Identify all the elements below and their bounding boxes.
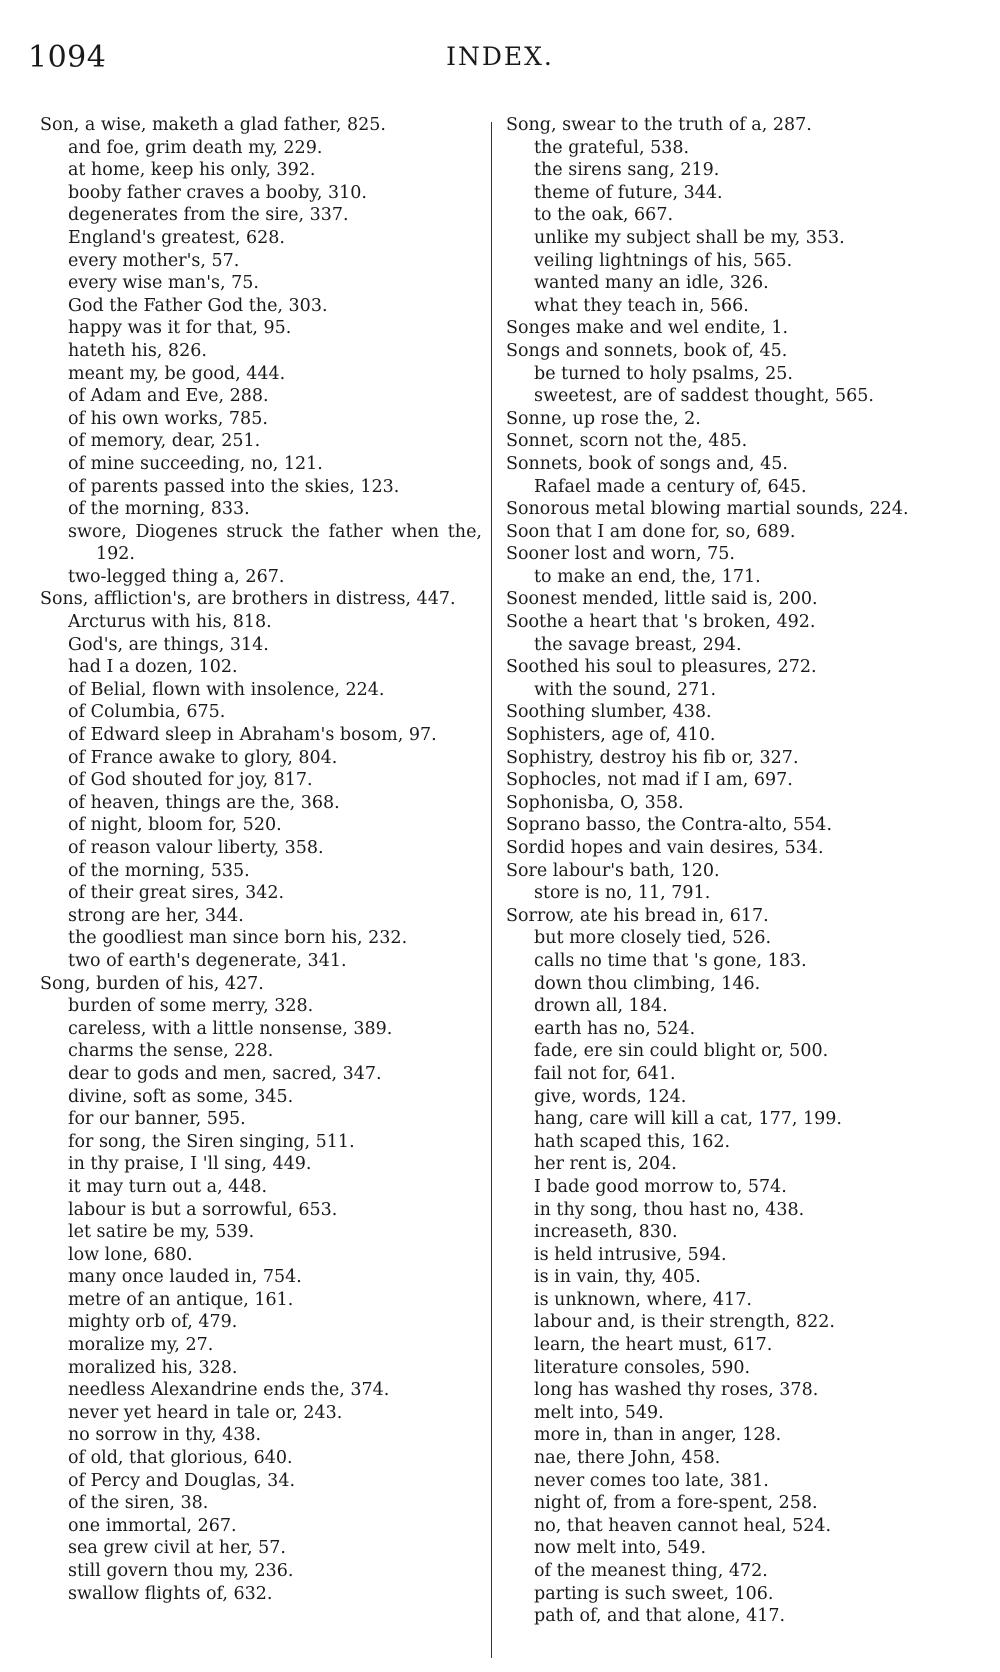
index-entry: Sordid hopes and vain desires, 534. — [506, 838, 824, 858]
index-subentry: every wise man's, 75. — [68, 273, 259, 294]
index-subentry: of their great sires, 342. — [68, 883, 285, 904]
index-column-right — [506, 114, 966, 1628]
index-subentry: degenerates from the sire, 337. — [68, 205, 349, 226]
index-subentry: strong are her, 344. — [68, 905, 244, 926]
index-subentry: moralized his, 328. — [68, 1357, 238, 1378]
index-entry: Soothed his soul to pleasures, 272. — [506, 657, 817, 678]
index-subentry: and foe, grim death my, 229. — [68, 137, 323, 158]
index-entry: Sonorous metal blowing martial sounds, 224. — [506, 499, 909, 520]
index-subentry: fade, ere sin could blight or, 500. — [534, 1041, 829, 1062]
index-subentry: path of, and that alone, 417. — [534, 1606, 786, 1627]
index-subentry: God the Father God the, 303. — [68, 295, 328, 316]
index-subentry: veiling lightnings of his, 565. — [534, 250, 793, 271]
index-subentry: I bade good morrow to, 574. — [534, 1176, 787, 1197]
index-subentry: many once lauded in, 754. — [68, 1267, 302, 1288]
index-subentry: for song, the Siren singing, 511. — [68, 1131, 355, 1152]
index-subentry: melt into, 549. — [534, 1402, 664, 1423]
index-subentry: of Belial, flown with insolence, 224. — [68, 679, 385, 700]
index-subentry: it may turn out a, 448. — [68, 1176, 268, 1197]
index-subentry: still govern thou my, 236. — [68, 1561, 294, 1581]
index-entry: Son, a wise, maketh a glad father, 825. — [40, 115, 386, 135]
index-column-left — [40, 114, 482, 1605]
index-subentry: of heaven, things are the, 368. — [68, 792, 340, 813]
index-subentry: sea grew civil at her, 57. — [68, 1538, 286, 1559]
index-subentry: of France awake to glory, 804. — [68, 747, 338, 768]
index-subentry: unlike my subject shall be my, 353. — [534, 227, 845, 248]
index-entry: Soothe a heart that 's broken, 492. — [506, 612, 816, 633]
index-subentry: night of, from a fore-spent, 258. — [534, 1493, 818, 1514]
index-subentry: in thy song, thou hast no, 438. — [534, 1199, 805, 1220]
index-entry: Sorrow, ate his bread in, 617. — [506, 905, 769, 926]
index-subentry: every mother's, 57. — [68, 250, 240, 271]
index-entry: Sophocles, not mad if I am, 697. — [506, 770, 793, 791]
index-subentry: of his own works, 785. — [68, 408, 268, 429]
index-subentry: at home, keep his only, 392. — [68, 160, 316, 181]
index-subentry: of Adam and Eve, 288. — [68, 386, 269, 407]
index-subentry: of Percy and Douglas, 34. — [68, 1470, 296, 1491]
index-subentry: theme of future, 344. — [534, 182, 723, 203]
index-subentry: no, that heaven cannot heal, 524. — [534, 1515, 832, 1536]
index-subentry: meant my, be good, 444. — [68, 363, 286, 384]
index-subentry: swallow flights of, 632. — [68, 1583, 273, 1604]
index-subentry: of the morning, 535. — [68, 860, 250, 881]
index-subentry: wanted many an idle, 326. — [534, 273, 769, 294]
index-entry: Soon that I am done for, so, 689. — [506, 521, 796, 542]
index-subentry: let satire be my, 539. — [68, 1222, 255, 1243]
index-subentry: hang, care will kill a cat, 177, 199. — [534, 1109, 842, 1130]
index-subentry: two-legged thing a, 267. — [68, 566, 285, 587]
index-subentry: is in vain, thy, 405. — [534, 1267, 701, 1288]
index-subentry: with the sound, 271. — [534, 679, 717, 700]
index-subentry: the goodliest man since born his, 232. — [68, 928, 408, 949]
page-header — [0, 40, 1000, 84]
index-subentry: now melt into, 549. — [534, 1538, 707, 1559]
index-subentry: swore, Diogenes struck the father when the, 192. — [68, 521, 482, 565]
index-subentry: hath scaped this, 162. — [534, 1131, 731, 1152]
index-subentry: of old, that glorious, 640. — [68, 1448, 293, 1469]
index-subentry: of God shouted for joy, 817. — [68, 770, 313, 791]
index-subentry: careless, with a little nonsense, 389. — [68, 1018, 393, 1039]
index-subentry: nae, there John, 458. — [534, 1448, 721, 1469]
index-entry: Sophonisba, O, 358. — [506, 792, 684, 813]
index-entry: Sore labour's bath, 120. — [506, 860, 720, 881]
index-subentry: low lone, 680. — [68, 1244, 193, 1265]
index-subentry: give, words, 124. — [534, 1086, 687, 1107]
index-subentry: down thou climbing, 146. — [534, 973, 761, 994]
page-number: 1094 — [28, 40, 107, 75]
index-subentry: long has washed thy roses, 378. — [534, 1380, 819, 1401]
index-entry: Sonnet, scorn not the, 485. — [506, 431, 748, 452]
index-subentry: burden of some merry, 328. — [68, 996, 314, 1017]
index-subentry: Rafael made a century of, 645. — [534, 476, 807, 497]
index-subentry: fail not for, 641. — [534, 1063, 676, 1084]
index-subentry: metre of an antique, 161. — [68, 1289, 294, 1310]
index-subentry: God's, are things, 314. — [68, 634, 269, 655]
index-subentry: never comes too late, 381. — [534, 1470, 769, 1491]
index-subentry: had I a dozen, 102. — [68, 657, 238, 678]
index-subentry: the grateful, 538. — [534, 137, 690, 158]
index-subentry: parting is such sweet, 106. — [534, 1583, 774, 1604]
index-entry: Song, burden of his, 427. — [40, 973, 264, 994]
index-subentry: literature consoles, 590. — [534, 1357, 751, 1378]
index-entry: Sophistry, destroy his fib or, 327. — [506, 747, 799, 768]
index-subentry: moralize my, 27. — [68, 1335, 214, 1356]
index-subentry: of Edward sleep in Abraham's bosom, 97. — [68, 725, 437, 746]
index-subentry: the savage breast, 294. — [534, 634, 742, 655]
index-entry: Soothing slumber, 438. — [506, 702, 712, 723]
index-subentry: of the siren, 38. — [68, 1493, 209, 1514]
index-subentry: two of earth's degenerate, 341. — [68, 950, 347, 971]
index-subentry: be turned to holy psalms, 25. — [534, 363, 793, 384]
index-subentry: of reason valour liberty, 358. — [68, 838, 324, 858]
index-entry: Soprano basso, the Contra-alto, 554. — [506, 815, 833, 836]
index-subentry: England's greatest, 628. — [68, 227, 285, 248]
index-entry: Song, swear to the truth of a, 287. — [506, 115, 812, 135]
page-title: INDEX. — [446, 42, 554, 71]
index-entry: Sonnets, book of songs and, 45. — [506, 453, 788, 474]
index-subentry: happy was it for that, 95. — [68, 318, 292, 339]
index-subentry: but more closely tied, 526. — [534, 928, 772, 949]
index-entry: Sophisters, age of, 410. — [506, 725, 716, 746]
index-subentry: calls no time that 's gone, 183. — [534, 950, 807, 971]
index-subentry: for our banner, 595. — [68, 1109, 246, 1130]
index-subentry: in thy praise, I 'll sing, 449. — [68, 1154, 312, 1175]
index-entry: Soonest mended, little said is, 200. — [506, 589, 818, 610]
index-subentry: drown all, 184. — [534, 996, 668, 1017]
index-entry: Sons, affliction's, are brothers in distress, 447. — [40, 589, 456, 610]
index-subentry: booby father craves a booby, 310. — [68, 182, 367, 203]
index-subentry: never yet heard in tale or, 243. — [68, 1402, 343, 1423]
index-subentry: sweetest, are of saddest thought, 565. — [534, 386, 874, 407]
index-subentry: dear to gods and men, sacred, 347. — [68, 1063, 382, 1084]
index-entry: Sonne, up rose the, 2. — [506, 408, 701, 429]
index-subentry: what they teach in, 566. — [534, 295, 749, 316]
index-subentry: of memory, dear, 251. — [68, 431, 261, 452]
index-subentry: of parents passed into the skies, 123. — [68, 476, 400, 497]
index-subentry: divine, soft as some, 345. — [68, 1086, 294, 1107]
column-divider — [491, 122, 492, 1658]
index-subentry: to the oak, 667. — [534, 205, 674, 226]
index-subentry: of the morning, 833. — [68, 499, 250, 520]
index-subentry: labour and, is their strength, 822. — [534, 1312, 835, 1333]
index-subentry: her rent is, 204. — [534, 1154, 677, 1175]
index-subentry: learn, the heart must, 617. — [534, 1335, 773, 1356]
index-subentry: is held intrusive, 594. — [534, 1244, 727, 1265]
index-subentry: of night, bloom for, 520. — [68, 815, 282, 836]
index-subentry: more in, than in anger, 128. — [534, 1425, 782, 1446]
index-entry: Songs and sonnets, book of, 45. — [506, 340, 788, 361]
index-subentry: needless Alexandrine ends the, 374. — [68, 1380, 390, 1401]
index-subentry: store is no, 11, 791. — [534, 883, 711, 904]
index-subentry: Arcturus with his, 818. — [68, 612, 272, 633]
index-subentry: of the meanest thing, 472. — [534, 1561, 768, 1581]
index-subentry: one immortal, 267. — [68, 1515, 237, 1536]
index-subentry: charms the sense, 228. — [68, 1041, 274, 1062]
index-subentry: mighty orb of, 479. — [68, 1312, 238, 1333]
index-subentry: the sirens sang, 219. — [534, 160, 720, 181]
index-subentry: of mine succeeding, no, 121. — [68, 453, 323, 474]
index-subentry: to make an end, the, 171. — [534, 566, 761, 587]
index-subentry: is unknown, where, 417. — [534, 1289, 752, 1310]
index-subentry: increaseth, 830. — [534, 1222, 678, 1243]
index-subentry: labour is but a sorrowful, 653. — [68, 1199, 338, 1220]
index-subentry: of Columbia, 675. — [68, 702, 226, 723]
index-subentry: earth has no, 524. — [534, 1018, 696, 1039]
index-entry: Sooner lost and worn, 75. — [506, 544, 735, 565]
index-subentry: no sorrow in thy, 438. — [68, 1425, 262, 1446]
index-subentry: hateth his, 826. — [68, 340, 207, 361]
index-entry: Songes make and wel endite, 1. — [506, 318, 789, 339]
